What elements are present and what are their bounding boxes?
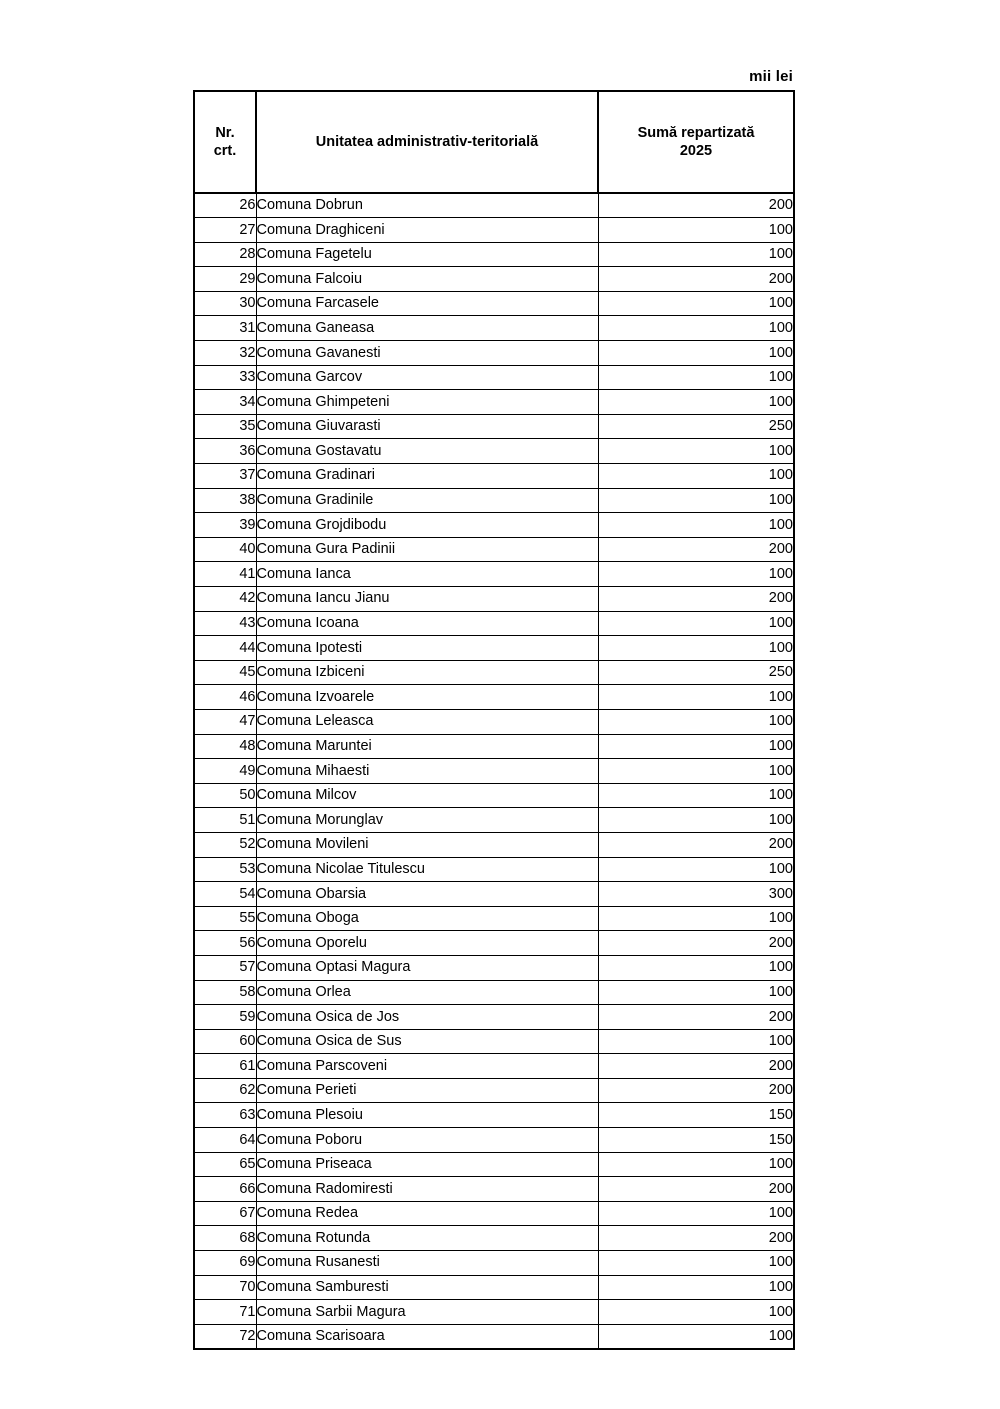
cell-allocated-sum: 200 bbox=[598, 267, 794, 292]
cell-nr: 28 bbox=[194, 242, 256, 267]
cell-administrative-unit: Comuna Optasi Magura bbox=[256, 955, 598, 980]
cell-nr: 54 bbox=[194, 882, 256, 907]
cell-allocated-sum: 150 bbox=[598, 1128, 794, 1153]
table-row bbox=[194, 291, 794, 316]
cell-administrative-unit: Comuna Farcasele bbox=[256, 291, 598, 316]
cell-administrative-unit: Comuna Iancu Jianu bbox=[256, 587, 598, 612]
cell-administrative-unit: Comuna Ipotesti bbox=[256, 636, 598, 661]
table-row bbox=[194, 439, 794, 464]
cell-allocated-sum: 200 bbox=[598, 587, 794, 612]
cell-allocated-sum: 200 bbox=[598, 1177, 794, 1202]
cell-administrative-unit: Comuna Priseaca bbox=[256, 1152, 598, 1177]
cell-administrative-unit: Comuna Movileni bbox=[256, 832, 598, 857]
cell-nr: 50 bbox=[194, 783, 256, 808]
header-row bbox=[194, 91, 794, 193]
cell-nr: 60 bbox=[194, 1029, 256, 1054]
table-header bbox=[194, 91, 794, 193]
cell-allocated-sum: 100 bbox=[598, 513, 794, 538]
cell-nr: 59 bbox=[194, 1005, 256, 1030]
cell-nr: 72 bbox=[194, 1324, 256, 1349]
table-row bbox=[194, 882, 794, 907]
cell-allocated-sum: 200 bbox=[598, 1005, 794, 1030]
cell-nr: 63 bbox=[194, 1103, 256, 1128]
table-row bbox=[194, 587, 794, 612]
cell-administrative-unit: Comuna Garcov bbox=[256, 365, 598, 390]
cell-administrative-unit: Comuna Oboga bbox=[256, 906, 598, 931]
cell-nr: 65 bbox=[194, 1152, 256, 1177]
cell-allocated-sum: 100 bbox=[598, 562, 794, 587]
cell-allocated-sum: 100 bbox=[598, 734, 794, 759]
cell-administrative-unit: Comuna Obarsia bbox=[256, 882, 598, 907]
cell-allocated-sum: 100 bbox=[598, 316, 794, 341]
cell-nr: 31 bbox=[194, 316, 256, 341]
table-row bbox=[194, 1005, 794, 1030]
table-row bbox=[194, 193, 794, 218]
table-row bbox=[194, 685, 794, 710]
cell-allocated-sum: 100 bbox=[598, 685, 794, 710]
table-row bbox=[194, 1103, 794, 1128]
cell-nr: 30 bbox=[194, 291, 256, 316]
cell-administrative-unit: Comuna Sarbii Magura bbox=[256, 1300, 598, 1325]
cell-nr: 70 bbox=[194, 1275, 256, 1300]
table-row bbox=[194, 513, 794, 538]
cell-administrative-unit: Comuna Izbiceni bbox=[256, 660, 598, 685]
cell-allocated-sum: 250 bbox=[598, 660, 794, 685]
column-header-sum-line2: 2025 bbox=[679, 143, 713, 159]
cell-administrative-unit: Comuna Fagetelu bbox=[256, 242, 598, 267]
cell-nr: 69 bbox=[194, 1251, 256, 1276]
table-row bbox=[194, 242, 794, 267]
cell-allocated-sum: 300 bbox=[598, 882, 794, 907]
cell-administrative-unit: Comuna Gradinari bbox=[256, 464, 598, 489]
table-body bbox=[194, 193, 794, 1349]
table-row bbox=[194, 1300, 794, 1325]
cell-nr: 46 bbox=[194, 685, 256, 710]
cell-administrative-unit: Comuna Gavanesti bbox=[256, 341, 598, 366]
cell-nr: 27 bbox=[194, 218, 256, 243]
cell-nr: 45 bbox=[194, 660, 256, 685]
cell-administrative-unit: Comuna Izvoarele bbox=[256, 685, 598, 710]
cell-nr: 41 bbox=[194, 562, 256, 587]
cell-allocated-sum: 250 bbox=[598, 414, 794, 439]
table-row bbox=[194, 832, 794, 857]
cell-nr: 62 bbox=[194, 1078, 256, 1103]
cell-allocated-sum: 100 bbox=[598, 242, 794, 267]
cell-allocated-sum: 100 bbox=[598, 1275, 794, 1300]
cell-administrative-unit: Comuna Morunglav bbox=[256, 808, 598, 833]
cell-allocated-sum: 100 bbox=[598, 1251, 794, 1276]
cell-administrative-unit: Comuna Gostavatu bbox=[256, 439, 598, 464]
cell-allocated-sum: 100 bbox=[598, 955, 794, 980]
table-row bbox=[194, 1251, 794, 1276]
cell-administrative-unit: Comuna Rotunda bbox=[256, 1226, 598, 1251]
column-header-allocated-sum bbox=[598, 91, 794, 193]
cell-allocated-sum: 100 bbox=[598, 980, 794, 1005]
cell-nr: 52 bbox=[194, 832, 256, 857]
table-row bbox=[194, 611, 794, 636]
cell-nr: 53 bbox=[194, 857, 256, 882]
cell-allocated-sum: 100 bbox=[598, 906, 794, 931]
cell-nr: 51 bbox=[194, 808, 256, 833]
table-row bbox=[194, 1078, 794, 1103]
cell-administrative-unit: Comuna Oporelu bbox=[256, 931, 598, 956]
table-row bbox=[194, 636, 794, 661]
cell-allocated-sum: 100 bbox=[598, 390, 794, 415]
table-row bbox=[194, 1029, 794, 1054]
cell-administrative-unit: Comuna Milcov bbox=[256, 783, 598, 808]
allocation-table bbox=[193, 90, 795, 1350]
cell-administrative-unit: Comuna Ghimpeteni bbox=[256, 390, 598, 415]
table-row bbox=[194, 759, 794, 784]
cell-allocated-sum: 100 bbox=[598, 365, 794, 390]
table-row bbox=[194, 537, 794, 562]
cell-nr: 42 bbox=[194, 587, 256, 612]
table-row bbox=[194, 1275, 794, 1300]
cell-allocated-sum: 100 bbox=[598, 611, 794, 636]
cell-nr: 37 bbox=[194, 464, 256, 489]
column-header-nr bbox=[194, 91, 256, 193]
cell-allocated-sum: 200 bbox=[598, 832, 794, 857]
table-row bbox=[194, 218, 794, 243]
cell-nr: 38 bbox=[194, 488, 256, 513]
table-row bbox=[194, 1152, 794, 1177]
cell-allocated-sum: 100 bbox=[598, 488, 794, 513]
cell-nr: 47 bbox=[194, 709, 256, 734]
cell-allocated-sum: 100 bbox=[598, 808, 794, 833]
column-header-administrative-unit: Unitatea administrativ-teritorială bbox=[256, 91, 598, 193]
cell-nr: 43 bbox=[194, 611, 256, 636]
table-row bbox=[194, 931, 794, 956]
cell-nr: 48 bbox=[194, 734, 256, 759]
cell-administrative-unit: Comuna Nicolae Titulescu bbox=[256, 857, 598, 882]
table-row bbox=[194, 414, 794, 439]
cell-allocated-sum: 100 bbox=[598, 709, 794, 734]
table-row bbox=[194, 955, 794, 980]
table-row bbox=[194, 783, 794, 808]
table-row bbox=[194, 709, 794, 734]
cell-allocated-sum: 100 bbox=[598, 1029, 794, 1054]
cell-allocated-sum: 100 bbox=[598, 857, 794, 882]
cell-administrative-unit: Comuna Ianca bbox=[256, 562, 598, 587]
table-row bbox=[194, 390, 794, 415]
cell-allocated-sum: 150 bbox=[598, 1103, 794, 1128]
measurement-unit-label: mii lei bbox=[749, 68, 793, 85]
cell-nr: 29 bbox=[194, 267, 256, 292]
cell-nr: 68 bbox=[194, 1226, 256, 1251]
cell-nr: 67 bbox=[194, 1201, 256, 1226]
cell-allocated-sum: 200 bbox=[598, 1054, 794, 1079]
cell-nr: 26 bbox=[194, 193, 256, 218]
table-row bbox=[194, 562, 794, 587]
cell-administrative-unit: Comuna Giuvarasti bbox=[256, 414, 598, 439]
cell-administrative-unit: Comuna Icoana bbox=[256, 611, 598, 636]
cell-administrative-unit: Comuna Ganeasa bbox=[256, 316, 598, 341]
table-row bbox=[194, 488, 794, 513]
cell-allocated-sum: 100 bbox=[598, 636, 794, 661]
cell-administrative-unit: Comuna Gura Padinii bbox=[256, 537, 598, 562]
cell-allocated-sum: 200 bbox=[598, 537, 794, 562]
cell-administrative-unit: Comuna Parscoveni bbox=[256, 1054, 598, 1079]
table-row bbox=[194, 267, 794, 292]
cell-administrative-unit: Comuna Gradinile bbox=[256, 488, 598, 513]
cell-allocated-sum: 200 bbox=[598, 1078, 794, 1103]
table-row bbox=[194, 1226, 794, 1251]
cell-administrative-unit: Comuna Poboru bbox=[256, 1128, 598, 1153]
cell-administrative-unit: Comuna Grojdibodu bbox=[256, 513, 598, 538]
table-row bbox=[194, 660, 794, 685]
cell-administrative-unit: Comuna Osica de Sus bbox=[256, 1029, 598, 1054]
cell-nr: 40 bbox=[194, 537, 256, 562]
cell-nr: 64 bbox=[194, 1128, 256, 1153]
cell-nr: 33 bbox=[194, 365, 256, 390]
cell-allocated-sum: 100 bbox=[598, 783, 794, 808]
table-row bbox=[194, 1177, 794, 1202]
cell-nr: 57 bbox=[194, 955, 256, 980]
table-row bbox=[194, 316, 794, 341]
cell-administrative-unit: Comuna Maruntei bbox=[256, 734, 598, 759]
cell-allocated-sum: 100 bbox=[598, 1324, 794, 1349]
cell-allocated-sum: 200 bbox=[598, 193, 794, 218]
table-row bbox=[194, 341, 794, 366]
cell-administrative-unit: Comuna Orlea bbox=[256, 980, 598, 1005]
cell-allocated-sum: 100 bbox=[598, 464, 794, 489]
cell-administrative-unit: Comuna Draghiceni bbox=[256, 218, 598, 243]
cell-nr: 35 bbox=[194, 414, 256, 439]
table-row bbox=[194, 1201, 794, 1226]
table-row bbox=[194, 906, 794, 931]
column-header-nr-line2: crt. bbox=[213, 143, 237, 159]
table-row bbox=[194, 365, 794, 390]
column-header-sum-line1: Sumă repartizată bbox=[637, 124, 755, 141]
cell-administrative-unit: Comuna Osica de Jos bbox=[256, 1005, 598, 1030]
cell-nr: 36 bbox=[194, 439, 256, 464]
table-row bbox=[194, 734, 794, 759]
cell-administrative-unit: Comuna Falcoiu bbox=[256, 267, 598, 292]
cell-allocated-sum: 100 bbox=[598, 1300, 794, 1325]
cell-nr: 61 bbox=[194, 1054, 256, 1079]
cell-administrative-unit: Comuna Plesoiu bbox=[256, 1103, 598, 1128]
cell-nr: 32 bbox=[194, 341, 256, 366]
table-row bbox=[194, 1324, 794, 1349]
cell-allocated-sum: 100 bbox=[598, 341, 794, 366]
cell-nr: 55 bbox=[194, 906, 256, 931]
table-row bbox=[194, 1054, 794, 1079]
cell-nr: 58 bbox=[194, 980, 256, 1005]
cell-administrative-unit: Comuna Scarisoara bbox=[256, 1324, 598, 1349]
cell-allocated-sum: 100 bbox=[598, 1152, 794, 1177]
cell-administrative-unit: Comuna Redea bbox=[256, 1201, 598, 1226]
cell-nr: 66 bbox=[194, 1177, 256, 1202]
cell-nr: 49 bbox=[194, 759, 256, 784]
cell-administrative-unit: Comuna Leleasca bbox=[256, 709, 598, 734]
cell-nr: 39 bbox=[194, 513, 256, 538]
cell-allocated-sum: 200 bbox=[598, 931, 794, 956]
cell-administrative-unit: Comuna Perieti bbox=[256, 1078, 598, 1103]
cell-nr: 56 bbox=[194, 931, 256, 956]
table-row bbox=[194, 464, 794, 489]
cell-allocated-sum: 100 bbox=[598, 1201, 794, 1226]
table-row bbox=[194, 857, 794, 882]
cell-administrative-unit: Comuna Samburesti bbox=[256, 1275, 598, 1300]
column-header-nr-line1: Nr. bbox=[215, 124, 235, 141]
cell-allocated-sum: 100 bbox=[598, 218, 794, 243]
cell-administrative-unit: Comuna Mihaesti bbox=[256, 759, 598, 784]
cell-nr: 34 bbox=[194, 390, 256, 415]
table-row bbox=[194, 808, 794, 833]
cell-allocated-sum: 100 bbox=[598, 759, 794, 784]
table-row bbox=[194, 1128, 794, 1153]
cell-nr: 44 bbox=[194, 636, 256, 661]
cell-administrative-unit: Comuna Radomiresti bbox=[256, 1177, 598, 1202]
cell-allocated-sum: 100 bbox=[598, 291, 794, 316]
table-row bbox=[194, 980, 794, 1005]
cell-allocated-sum: 200 bbox=[598, 1226, 794, 1251]
cell-administrative-unit: Comuna Rusanesti bbox=[256, 1251, 598, 1276]
cell-administrative-unit: Comuna Dobrun bbox=[256, 193, 598, 218]
cell-nr: 71 bbox=[194, 1300, 256, 1325]
cell-allocated-sum: 100 bbox=[598, 439, 794, 464]
